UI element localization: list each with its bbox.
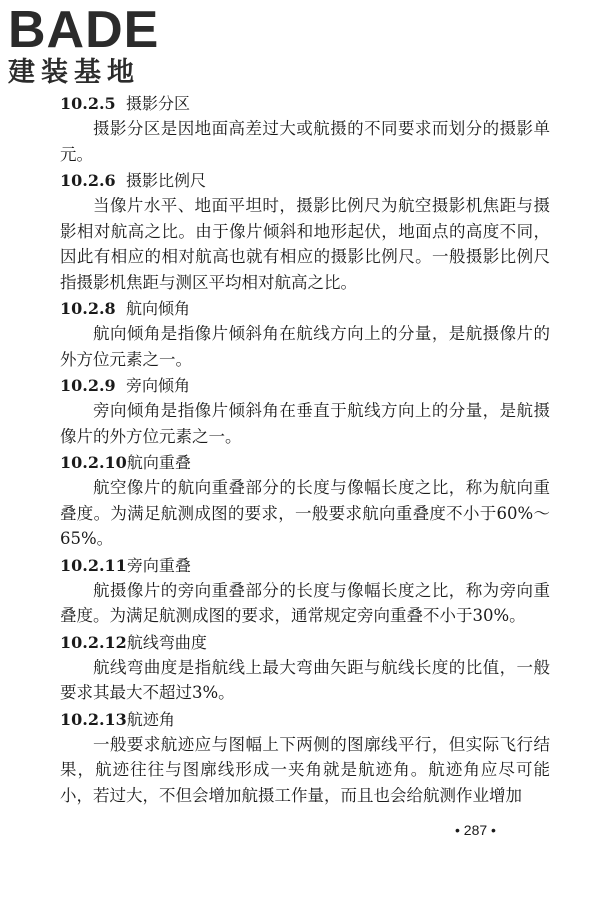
section-heading: [60, 297, 550, 321]
section-paragraph: 一般要求航迹应与图幅上下两侧的图廓线平行，但实际飞行结果，航迹往往与图廓线形成一夹角就是航迹角。航迹角应尽可能小，若过大，不但会增加航摄工作量，而且也会给航测作业增加: [60, 734, 550, 805]
section-paragraph: 旁向倾角是指像片倾斜角在垂直于航线方向上的分量，是航摄像片的外方位元素之一。: [60, 401, 550, 446]
section-heading: [60, 374, 550, 398]
section-paragraph: 摄影分区是因地面高差过大或航摄的不同要求而划分的摄影单元。: [60, 119, 550, 164]
site-logo: [8, 1, 160, 88]
section-title: 旁向重叠: [126, 555, 191, 575]
logo-mark: BADE: [8, 1, 160, 59]
section-10-2-12: [60, 631, 550, 706]
section-title: 航线弯曲度: [126, 632, 207, 652]
section-number: 10.2.9: [60, 376, 116, 395]
section-paragraph: 航向倾角是指像片倾斜角在航线方向上的分量，是航摄像片的外方位元素之一。: [60, 324, 550, 369]
section-title: 航向倾角: [126, 299, 191, 318]
section-number: 10.2.5: [60, 94, 116, 113]
section-paragraph: 航摄像片的旁向重叠部分的长度与像幅长度之比，称为旁向重叠度。为满足航测成图的要求，通常规定旁向重叠不小于30%。: [60, 580, 550, 625]
logo-subtitle: 建装基地: [8, 57, 140, 88]
section-heading: [60, 451, 550, 475]
section-heading: [60, 708, 550, 732]
section-title: 摄影比例尺: [126, 171, 207, 190]
section-paragraph: 当像片水平、地面平坦时，摄影比例尺为航空摄影机焦距与摄影相对航高之比。由于像片倾斜和地形起伏，地面点的高度不同，因此有相应的相对航高也就有相应的摄影比例尺。一般摄影比例尺指摄影机焦距与测区平均相对航高之比。: [60, 196, 550, 292]
section-paragraph: 航线弯曲度是指航线上最大弯曲矢距与航线长度的比值，一般要求其最大不超过3%。: [60, 657, 550, 702]
section-heading: [60, 631, 550, 655]
section-number: 10.2.10: [60, 453, 127, 472]
section-10-2-8: [60, 297, 550, 372]
document-body: [60, 92, 550, 810]
section-title: 摄影分区: [126, 94, 191, 113]
section-10-2-5: [60, 92, 550, 167]
section-10-2-10: [60, 451, 550, 552]
section-number: 10.2.13: [60, 709, 127, 729]
section-heading: [60, 169, 550, 193]
section-paragraph: 航空像片的航向重叠部分的长度与像幅长度之比，称为航向重叠度。为满足航测成图的要求，一般要求航向重叠度不小于60%～65%。: [60, 478, 550, 548]
section-10-2-6: [60, 169, 550, 295]
section-number: 10.2.6: [60, 171, 116, 190]
section-title: 旁向倾角: [126, 376, 191, 395]
section-10-2-11: [60, 554, 550, 629]
page-number: • 287 •: [455, 822, 496, 838]
section-heading: [60, 554, 550, 578]
section-title: 航向重叠: [126, 453, 191, 472]
section-number: 10.2.12: [60, 632, 127, 652]
section-number: 10.2.8: [60, 299, 116, 318]
section-10-2-9: [60, 374, 550, 449]
section-title: 航迹角: [126, 709, 175, 729]
section-number: 10.2.11: [60, 555, 127, 575]
section-10-2-13: [60, 708, 550, 809]
section-heading: [60, 92, 550, 116]
